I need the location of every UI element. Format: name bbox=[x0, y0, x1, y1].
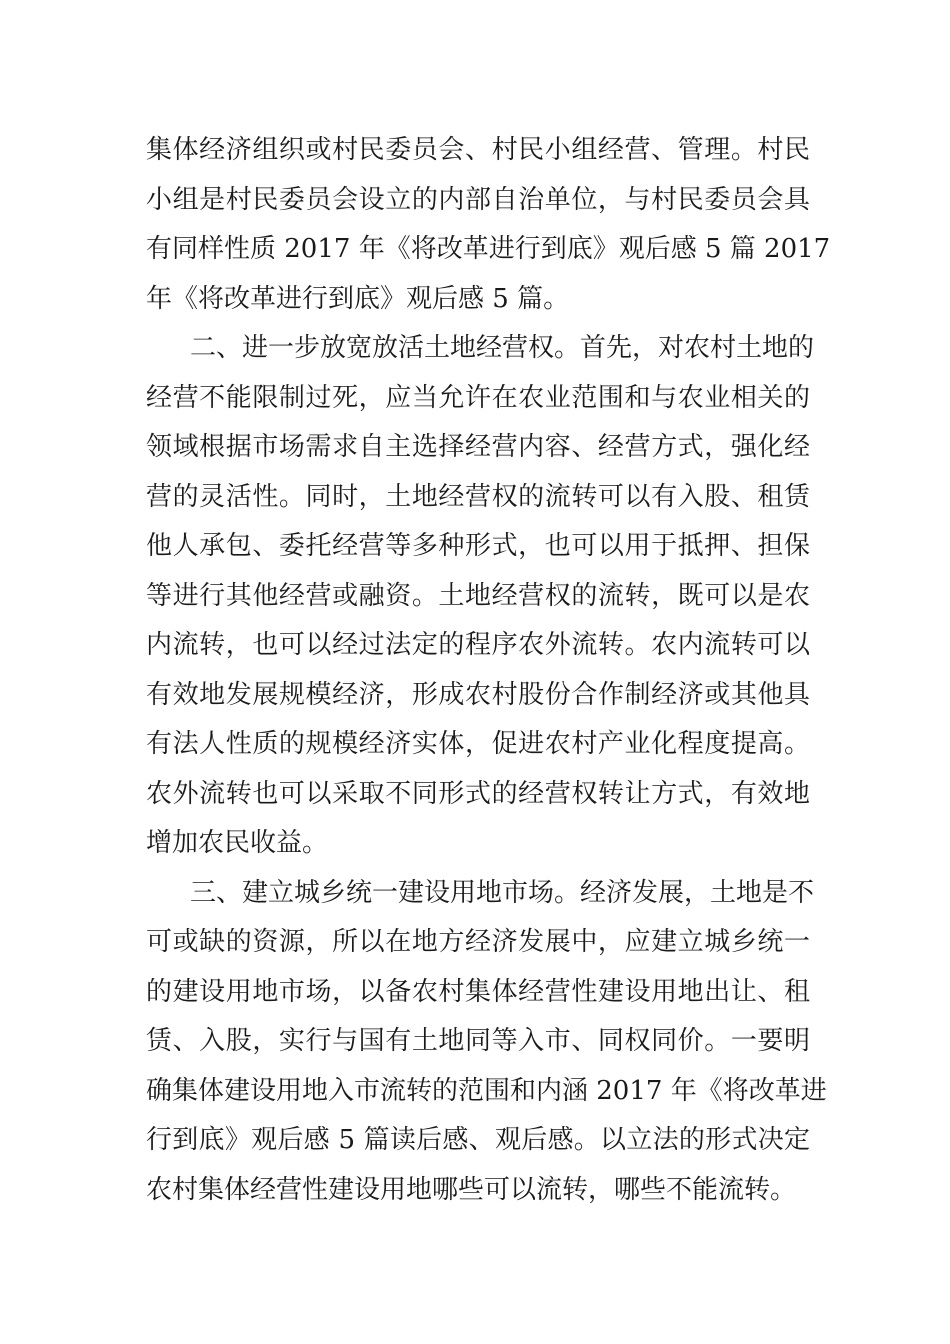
text-line: 小组是村民委员会设立的内部自治单位，与村民委员会具 bbox=[146, 184, 810, 215]
document-body bbox=[146, 126, 831, 1215]
text-line: 赁、入股，实行与国有土地同等入市、同权同价。一要明 bbox=[146, 1026, 810, 1056]
paragraph-start-line: 二、进一步放宽放活土地经营权。首先，对农村土地的 bbox=[190, 333, 815, 363]
text-line: 有同样性质 2017 年《将改革进行到底》观后感 5 篇 2017 bbox=[146, 234, 831, 264]
paragraph-start-line: 三、建立城乡统一建设用地市场。经济发展，土地是不 bbox=[190, 877, 815, 908]
text-line: 等进行其他经营或融资。土地经营权的流转，既可以是农 bbox=[146, 580, 810, 611]
text-line: 他人承包、委托经营等多种形式，也可以用于抵押、担保 bbox=[146, 531, 810, 561]
text-line: 确集体建设用地入市流转的范围和内涵 2017 年《将改革进 bbox=[146, 1075, 827, 1106]
text-line: 增加农民收益。 bbox=[146, 828, 329, 858]
text-line: 领域根据市场需求自主选择经营内容、经营方式，强化经 bbox=[146, 432, 810, 462]
text-line: 集体经济组织或村民委员会、村民小组经营、管理。村民 bbox=[146, 135, 810, 165]
text-line: 的建设用地市场，以备农村集体经营性建设用地出让、租 bbox=[146, 976, 810, 1007]
text-line: 农村集体经营性建设用地哪些可以流转，哪些不能流转。 bbox=[146, 1174, 797, 1205]
text-line: 有法人性质的规模经济实体，促进农村产业化程度提高。 bbox=[146, 729, 810, 759]
text-line: 经营不能限制过死，应当允许在农业范围和与农业相关的 bbox=[146, 382, 810, 413]
text-line: 农外流转也可以采取不同形式的经营权转让方式，有效地 bbox=[146, 778, 810, 809]
text-line: 营的灵活性。同时，土地经营权的流转可以有入股、租赁 bbox=[146, 481, 810, 512]
text-line: 年《将改革进行到底》观后感 5 篇。 bbox=[146, 283, 570, 314]
text-line: 可或缺的资源，所以在地方经济发展中，应建立城乡统一 bbox=[146, 927, 810, 957]
text-line: 内流转，也可以经过法定的程序农外流转。农内流转可以 bbox=[146, 630, 810, 660]
text-line: 行到底》观后感 5 篇读后感、观后感。以立法的形式决定 bbox=[146, 1125, 810, 1155]
text-line: 有效地发展规模经济，形成农村股份合作制经济或其他具 bbox=[146, 679, 810, 710]
